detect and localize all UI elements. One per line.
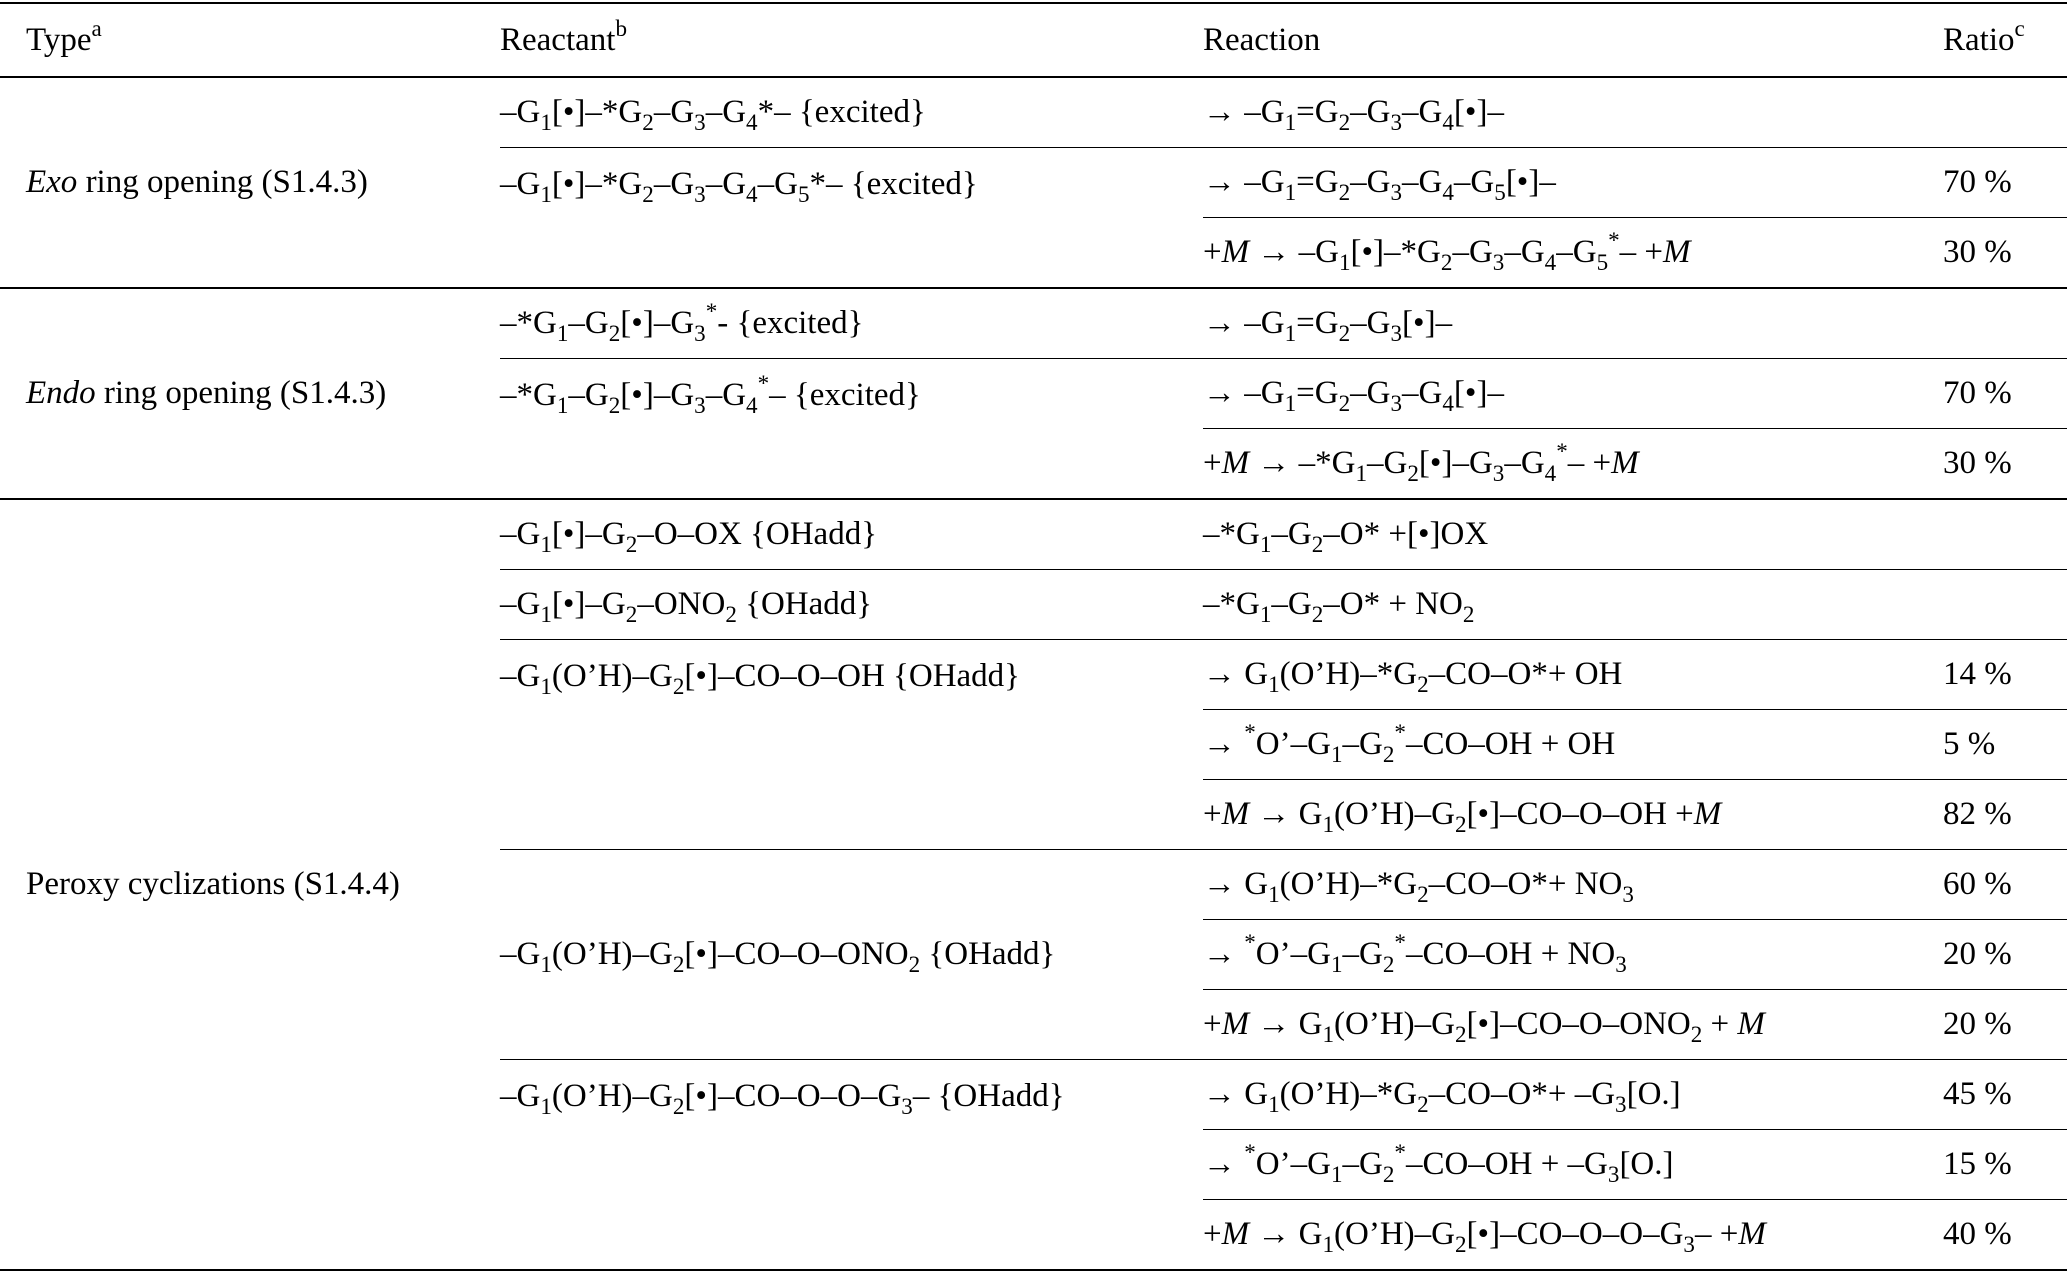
reaction-cell: → $^*O’-G_1-G_2^*-CO-OH$ + OH	[1203, 710, 1943, 780]
reaction-cell: → $G_1(O’H)-*G_2-CO-O*+ NO_3$	[1203, 850, 1943, 920]
header-reaction: Reaction	[1203, 3, 1943, 77]
ratio-cell	[1943, 499, 2067, 570]
reaction-cell: $+M \to G_1(O’H)-G_2[•]-CO-O-OH +M$	[1203, 780, 1943, 850]
type-cell-endo: Endo ring opening (S1.4.3)	[0, 288, 500, 499]
reaction-cell: $+M \to G_1(O’H)-G_2[•]-CO-O-O-G_3- +M$	[1203, 1200, 1943, 1271]
table-row	[0, 77, 2067, 148]
ratio-cell: 15 %	[1943, 1130, 2067, 1200]
reactant-cell: $-G_1(O’H)-G_2[•]-CO-O-ONO_2$ {OHadd}	[500, 850, 1203, 1060]
type-cell-exo: Exo ring opening (S1.4.3)	[26, 164, 368, 200]
reaction-cell: → $^*O’-G_1-G_2^*-CO-OH + -G_3[O.]$	[1203, 1130, 1943, 1200]
ratio-cell: 20 %	[1943, 990, 2067, 1060]
reaction-cell: → $-G_1=G_2-G_3-G_4-G_5[•]-$	[1203, 148, 1943, 218]
reactant-cell: $-G_1[•]-G_2-O-OX$ {OHadd}	[500, 499, 1203, 570]
reaction-cell: → $G_1(O’H)-*G_2-CO-O*+$ OH	[1203, 640, 1943, 710]
table-header-row	[0, 3, 2067, 77]
ratio-cell: 82 %	[1943, 780, 2067, 850]
header-reactant: Reactant$^b$	[500, 3, 1203, 77]
table-row	[0, 499, 2067, 570]
ratio-cell	[1943, 570, 2067, 640]
reactant-cell: $-*G_1-G_2[•]-G_3^*-$ {excited}	[500, 288, 1203, 359]
ratio-cell: 70 %	[1943, 148, 2067, 218]
header-ratio: Ratio$^c$	[1943, 3, 2067, 77]
ratio-cell: 14 %	[1943, 640, 2067, 710]
reaction-cell: → $G_1(O’H)-*G_2-CO-O*+ -G_3[O.]$	[1203, 1060, 1943, 1130]
reaction-table	[0, 2, 2067, 1271]
table-row	[0, 288, 2067, 359]
ratio-cell	[1943, 288, 2067, 359]
reactant-cell: $-G_1(O’H)-G_2[•]-CO-O-O-G_3-$ {OHadd}	[500, 1060, 1203, 1271]
header-type: Type$^a$	[0, 3, 500, 77]
reaction-cell: $-*G_1-G_2-O*$ +[•]OX	[1203, 499, 1943, 570]
ratio-cell: 70 %	[1943, 359, 2067, 429]
reaction-cell: → $-G_1=G_2-G_3-G_4[•]-$	[1203, 94, 1504, 136]
reaction-cell: $-*G_1-G_2-O* + NO_2$	[1203, 570, 1943, 640]
reaction-cell: $+M \to -*G_1-G_2[•]-G_3-G_4^*- +M$	[1203, 429, 1943, 500]
reactant-cell: $-G_1[•]-G_2-ONO_2$ {OHadd}	[500, 570, 1203, 640]
ratio-cell: 60 %	[1943, 850, 2067, 920]
reaction-cell: $+M \to G_1(O’H)-G_2[•]-CO-O-ONO_2 + M$	[1203, 990, 1943, 1060]
reactant-cell: $-G_1[•]-*G_2-G_3-G_4-G_5*-$ {excited}	[500, 148, 1203, 289]
ratio-cell: 30 %	[1943, 218, 2067, 289]
reaction-cell: → $-G_1=G_2-G_3-G_4[•]-$	[1203, 359, 1943, 429]
reactant-cell: $-*G_1-G_2[•]-G_3-G_4^*-$ {excited}	[500, 359, 1203, 500]
type-cell-peroxy: Peroxy cyclizations (S1.4.4)	[0, 499, 500, 1270]
reactant-cell: $-G_1(O’H)-G_2[•]-CO-O-OH$ {OHadd}	[500, 640, 1203, 850]
ratio-cell: 45 %	[1943, 1060, 2067, 1130]
reaction-cell: → $-G_1=G_2-G_3[•]-$	[1203, 288, 1943, 359]
ratio-cell: 40 %	[1943, 1200, 2067, 1271]
reaction-cell: → $^*O’-G_1-G_2^*-CO-OH + NO_3$	[1203, 920, 1943, 990]
reactant-cell: $-G_1[•]-*G_2-G_3-G_4*-$ {excited}	[500, 94, 926, 136]
ratio-cell: 20 %	[1943, 920, 2067, 990]
ratio-cell	[1943, 77, 2067, 148]
ratio-cell: 5 %	[1943, 710, 2067, 780]
ratio-cell: 30 %	[1943, 429, 2067, 500]
reaction-cell: $+M \to -G_1[•]-*G_2-G_3-G_4-G_5^*- +M$	[1203, 218, 1943, 289]
